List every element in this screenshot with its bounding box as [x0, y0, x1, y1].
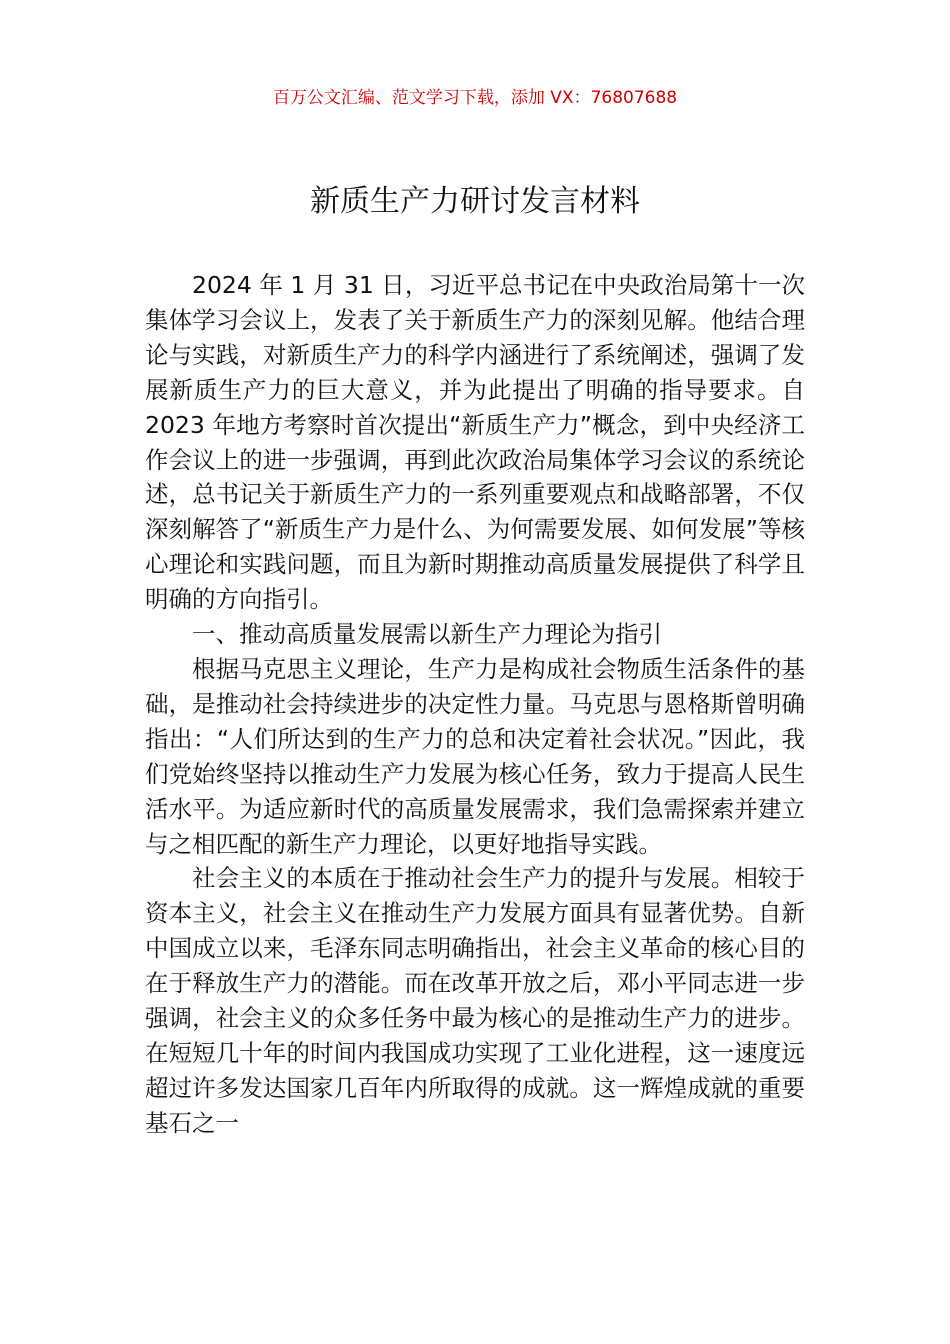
document-title: 新质生产力研讨发言材料: [310, 184, 640, 219]
section-heading-1: 一、推动高质量发展需以新生产力理论为指引: [192, 620, 662, 649]
paragraph-socialism-essence: 社会主义的本质在于推动社会生产力的提升与发展。相较于资本主义，社会主义在推动生产力发展方面具有显著优势。自新中国成立以来，毛泽东同志明确指出，社会主义革命的核心目的在于释放生产力的潜能。而在改革开放之后，邓小平同志进一步强调，社会主义的众多任务中最为核心的是推动生产力的进步。在短短几十年的时间内我国成功实现了工业化进程，这一速度远超过许多发达国家几百年内所取得的成就。这一辉煌成就的重要基石之一: [145, 864, 805, 1137]
paragraph-intro: 2024 年 1 月 31 日，习近平总书记在中央政治局第十一次集体学习会议上，发表了关于新质生产力的深刻见解。他结合理论与实践，对新质生产力的科学内涵进行了系统阐述，强调了发展新质生产力的巨大意义，并为此提出了明确的指导要求。自 2023 年地方考察时首次提出“新质生产力”概念，到中央经济工作会议上的进一步强调，再到此次政治局集体学习会议的系统论述，总书记关于新质生产力的一系列重要观点和战略部署，不仅深刻解答了“新质生产力是什么、为何需要发展、如何发展”等核心理论和实践问题，而且为新时期推动高质量发展提供了科学且明确的方向指引。: [145, 271, 805, 614]
document-body: [145, 268, 805, 1141]
paragraph-marxist-theory: 根据马克思主义理论，生产力是构成社会物质生活条件的基础，是推动社会持续进步的决定性力量。马克思与恩格斯曾明确指出：“人们所达到的生产力的总和决定着社会状况。”因此，我们党始终坚持以推动生产力发展为核心任务，致力于提高人民生活水平。为适应新时代的高质量发展需求，我们急需探索并建立与之相匹配的新生产力理论，以更好地指导实践。: [145, 654, 805, 858]
header-watermark-note: 百万公文汇编、范文学习下载，添加 VX：76807688: [272, 88, 678, 108]
